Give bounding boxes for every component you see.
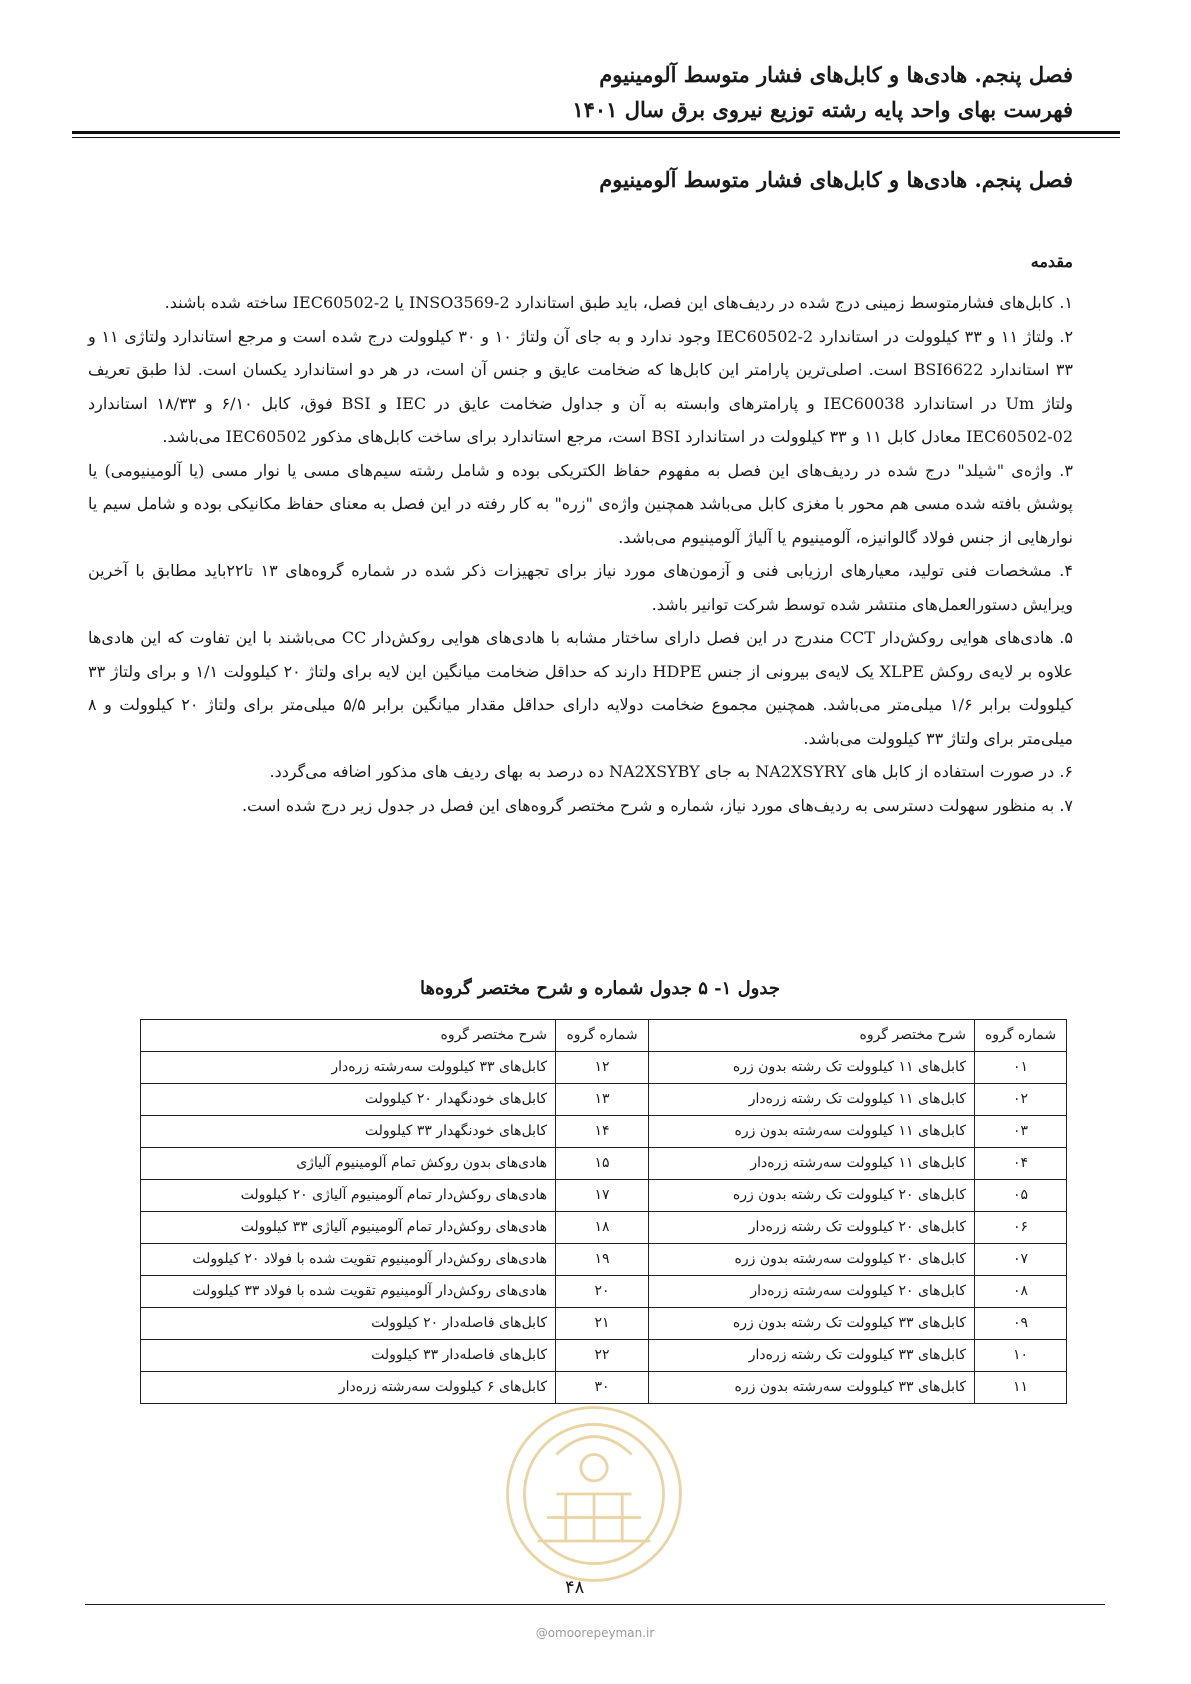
group-description-cell: هادی‌های روکش‌دار آلومینیوم تقویت شده با فولاد ۳۳ کیلوولت: [141, 1276, 556, 1308]
group-description-cell: کابل‌های ۳۳ کیلوولت سه‌رشته زره‌دار: [141, 1052, 556, 1084]
group-description-cell: هادی‌های روکش‌دار تمام آلومینیوم آلیاژی ۲۰ کیلوولت: [141, 1180, 556, 1212]
header-rule-thin: [72, 137, 1120, 138]
group-number-cell: ۱۸: [556, 1212, 649, 1244]
group-number-cell: ۱۱: [975, 1372, 1067, 1404]
paragraph-7: ۷. به منظور سهولت دسترسی به ردیف‌های مورد نیاز، شماره و شرح مختصر گروه‌های این فصل در جدول زیر درج شده است.: [241, 795, 1073, 815]
header-group-number: شماره گروه: [556, 1020, 649, 1052]
header-group-description: شرح مختصر گروه: [649, 1020, 975, 1052]
group-description-cell: کابل‌های ۶ کیلوولت سه‌رشته زره‌دار: [141, 1372, 556, 1404]
group-description-cell: کابل‌های ۳۳ کیلوولت تک رشته بدون زره: [649, 1308, 975, 1340]
group-number-cell: ۰۱: [975, 1052, 1067, 1084]
table-row: [141, 1372, 1067, 1404]
group-number-cell: ۳۰: [556, 1372, 649, 1404]
group-number-cell: ۱۳: [556, 1084, 649, 1116]
paragraph-6: ۶. در صورت استفاده از کابل های NA2XSYRY به جای NA2XSYBY ده درصد به بهای ردیف های مذکور اضافه می‌گردد.: [269, 762, 1073, 781]
intro-heading: مقدمه: [1030, 252, 1073, 271]
header-rule-thick: [72, 131, 1120, 134]
paragraph-5: ۵. هادی‌های هوایی روکش‌دار CCT مندرج در این فصل دارای ساختار مشابه با هادی‌های هوایی روکش‌دار CC می‌باشند با این تفاوت که این هادی‌ها علاوه بر لایه‌ی روکش XLPE یک لایه‌ی بیرونی از جنس HDPE دارند که حداقل ضخامت میانگین این لایه برای ولتاژ ۲۰ کیلوولت ۱/۱ و برای ولتاژ ۳۳ کیلوولت برابر ۱/۶ میلی‌متر می‌باشد. همچنین مجموع ضخامت دولایه دارای حداقل مقدار میانگین برابر ۵/۵ میلی‌متر برای ولتاژ ۲۰ کیلوولت و ۸ میلی‌متر برای ولتاژ ۳۳ کیلوولت می‌باشد.: [88, 628, 1074, 748]
group-number-cell: ۰۸: [975, 1276, 1067, 1308]
group-description-cell: کابل‌های ۱۱ کیلوولت تک رشته زره‌دار: [649, 1084, 975, 1116]
group-number-cell: ۰۲: [975, 1084, 1067, 1116]
table-row: [141, 1308, 1067, 1340]
running-header-chapter: فصل پنجم. هادی‌ها و کابل‌های فشار متوسط آلومینیوم: [599, 62, 1073, 87]
group-number-cell: ۱۰: [975, 1340, 1067, 1372]
group-description-cell: کابل‌های فاصله‌دار ۳۳ کیلوولت: [141, 1340, 556, 1372]
group-description-cell: کابل‌های ۲۰ کیلوولت تک رشته زره‌دار: [649, 1212, 975, 1244]
table-row: [141, 1340, 1067, 1372]
table-header-row: [141, 1020, 1067, 1052]
table-row: [141, 1148, 1067, 1180]
group-description-cell: کابل‌های ۱۱ کیلوولت سه‌رشته زره‌دار: [649, 1148, 975, 1180]
group-number-cell: ۱۹: [556, 1244, 649, 1276]
group-description-cell: کابل‌های ۱۱ کیلوولت تک رشته بدون زره: [649, 1052, 975, 1084]
group-number-cell: ۱۷: [556, 1180, 649, 1212]
group-number-cell: ۱۲: [556, 1052, 649, 1084]
table-caption: جدول ۱- ۵ جدول شماره و شرح مختصر گروه‌ها: [420, 978, 780, 999]
group-description-cell: کابل‌های خودنگهدار ۳۳ کیلوولت: [141, 1116, 556, 1148]
table-row: [141, 1052, 1067, 1084]
group-description-cell: کابل‌های ۲۰ کیلوولت سه‌رشته زره‌دار: [649, 1276, 975, 1308]
paragraph-3: ۳. واژه‌ی "شیلد" درج شده در ردیف‌های این فصل به مفهوم حفاظ الکتریکی بوده و شامل رشته سیم‌های مسی یا نوار مسی (یا آلومینیومی) یا پوشش بافته شده مسی هم محور با مغزی کابل می‌باشد همچنین واژه‌ی "زره" به کار رفته در این فصل به معنای حفاظ مکانیکی بوده و شامل سیم یا نوارهایی از جنس فولاد گالوانیزه، آلومینیوم یا آلیاژ آلومینیوم می‌باشد.: [88, 460, 1073, 547]
group-number-cell: ۰۶: [975, 1212, 1067, 1244]
group-description-cell: کابل‌های ۲۰ کیلوولت تک رشته بدون زره: [649, 1180, 975, 1212]
group-number-cell: ۰۴: [975, 1148, 1067, 1180]
intro-body: [88, 286, 1073, 822]
header-group-number: شماره گروه: [975, 1020, 1067, 1052]
table-row: [141, 1180, 1067, 1212]
chapter-title: فصل پنجم. هادی‌ها و کابل‌های فشار متوسط آلومینیوم: [599, 167, 1073, 192]
table-row: [141, 1212, 1067, 1244]
footer-rule: [85, 1604, 1105, 1605]
paragraph-4: ۴. مشخصات فنی تولید، معیارهای ارزیابی فنی و آزمون‌های مورد نیاز برای تجهیزات ذکر شده در شماره گروه‌های ۱۳ تا۲۲باید مطابق با آخرین ویرایش دستورالعمل‌های منتشر شده توسط شرکت توانیر باشد.: [88, 561, 1073, 614]
running-header-price-list: فهرست بهای واحد پایه رشته توزیع نیروی برق سال ۱۴۰۱: [572, 97, 1073, 122]
table-row: [141, 1116, 1067, 1148]
group-number-cell: ۱۴: [556, 1116, 649, 1148]
table-body: [141, 1052, 1067, 1404]
table-row: [141, 1276, 1067, 1308]
group-number-cell: ۲۲: [556, 1340, 649, 1372]
group-description-cell: کابل‌های ۲۰ کیلوولت سه‌رشته بدون زره: [649, 1244, 975, 1276]
group-description-cell: کابل‌های فاصله‌دار ۲۰ کیلوولت: [141, 1308, 556, 1340]
group-number-cell: ۰۵: [975, 1180, 1067, 1212]
group-description-cell: کابل‌های ۳۳ کیلوولت تک رشته زره‌دار: [649, 1340, 975, 1372]
group-number-cell: ۲۰: [556, 1276, 649, 1308]
group-number-cell: ۰۹: [975, 1308, 1067, 1340]
groups-table: [140, 1019, 1067, 1404]
watermark-seal: [500, 1400, 688, 1588]
table-row: [141, 1084, 1067, 1116]
group-number-cell: ۰۷: [975, 1244, 1067, 1276]
group-description-cell: کابل‌های ۱۱ کیلوولت سه‌رشته بدون زره: [649, 1116, 975, 1148]
paragraph-1: ۱. کابل‌های فشارمتوسط زمینی درج شده در ردیف‌های این فصل، باید طبق استاندارد INSO3569-2 یا IEC60502-2 ساخته شده باشند.: [164, 293, 1073, 312]
group-description-cell: هادی‌های روکش‌دار تمام آلومینیوم آلیاژی ۳۳ کیلوولت: [141, 1212, 556, 1244]
group-number-cell: ۱۵: [556, 1148, 649, 1180]
group-description-cell: هادی‌های بدون روکش تمام آلومینیوم آلیاژی: [141, 1148, 556, 1180]
page-number: ۴۸: [565, 1577, 585, 1598]
group-number-cell: ۲۱: [556, 1308, 649, 1340]
group-description-cell: کابل‌های خودنگهدار ۲۰ کیلوولت: [141, 1084, 556, 1116]
paragraph-2: ۲. ولتاژ ۱۱ و ۳۳ کیلوولت در استاندارد IEC60502-2 وجود ندارد و به جای آن ولتاژ ۱۰ و ۳۰ کیلوولت درج شده است و مرجع استاندارد ولتاژی ۱۱ و ۳۳ استاندارد BSI6622 است. اصلی‌ترین پارامتر این کابل‌ها که ضخامت عایق و جنس آن است، در هر دو استاندارد یکسان است. لذا طبق تعریف ولتاژ Um در استاندارد IEC60038 و پارامترهای وابسته به آن و جداول ضخامت عایق در IEC و BSI فوق، کابل ۶/۱۰ و ۱۸/۳۳ استاندارد IEC60502-02 معادل کابل ۱۱ و ۳۳ کیلوولت در استاندارد BSI است، مرجع استاندارد برای ساخت کابل‌های مذکور IEC60502 می‌باشد.: [88, 326, 1074, 446]
group-description-cell: کابل‌های ۳۳ کیلوولت سه‌رشته بدون زره: [649, 1372, 975, 1404]
group-description-cell: هادی‌های روکش‌دار آلومینیوم تقویت شده با فولاد ۲۰ کیلوولت: [141, 1244, 556, 1276]
table-row: [141, 1244, 1067, 1276]
site-watermark: @omoorepeyman.ir: [535, 1626, 655, 1640]
header-group-description: شرح مختصر گروه: [141, 1020, 556, 1052]
group-number-cell: ۰۳: [975, 1116, 1067, 1148]
